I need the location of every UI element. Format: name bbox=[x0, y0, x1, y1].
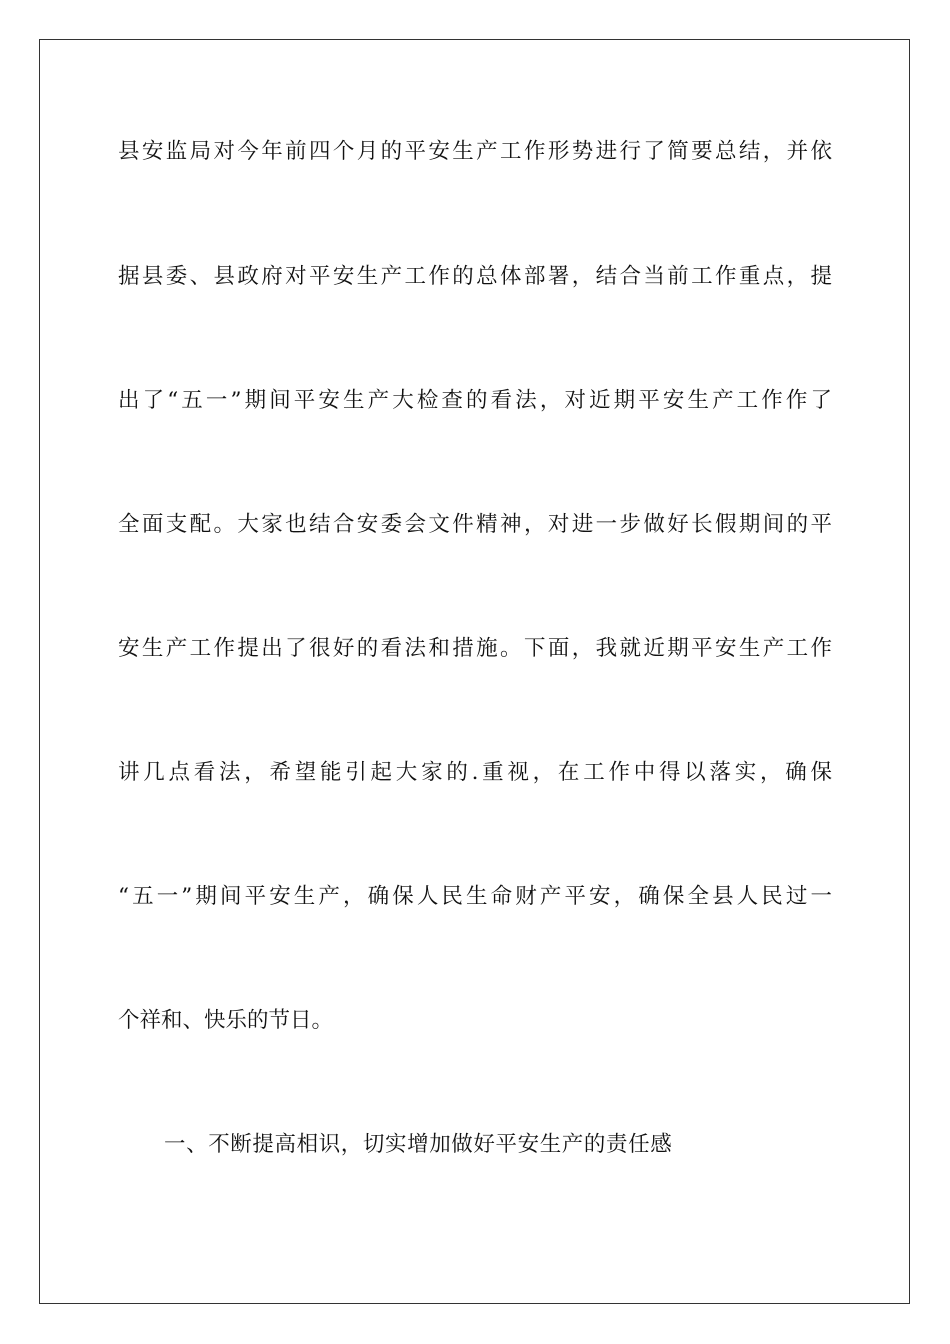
section-heading: 一、不断提高相识，切实增加做好平安生产的责任感 bbox=[164, 1132, 673, 1157]
paragraph-line-6: 讲几点看法，希望能引起大家的.重视，在工作中得以落实，确保 bbox=[118, 760, 832, 785]
page-border bbox=[39, 39, 910, 1304]
paragraph-line-8: 个祥和、快乐的节日。 bbox=[118, 1008, 334, 1033]
paragraph-line-1: 县安监局对今年前四个月的平安生产工作形势进行了简要总结，并依 bbox=[118, 139, 832, 164]
paragraph-line-7: “五一”期间平安生产，确保人民生命财产平安，确保全县人民过一 bbox=[118, 884, 832, 909]
paragraph-line-4: 全面支配。大家也结合安委会文件精神，对进一步做好长假期间的平 bbox=[118, 512, 832, 537]
paragraph-line-5: 安生产工作提出了很好的看法和措施。下面，我就近期平安生产工作 bbox=[118, 636, 832, 661]
paragraph-line-3: 出了“五一”期间平安生产大检查的看法，对近期平安生产工作作了 bbox=[118, 388, 832, 413]
paragraph-line-2: 据县委、县政府对平安生产工作的总体部署，结合当前工作重点，提 bbox=[118, 264, 832, 289]
